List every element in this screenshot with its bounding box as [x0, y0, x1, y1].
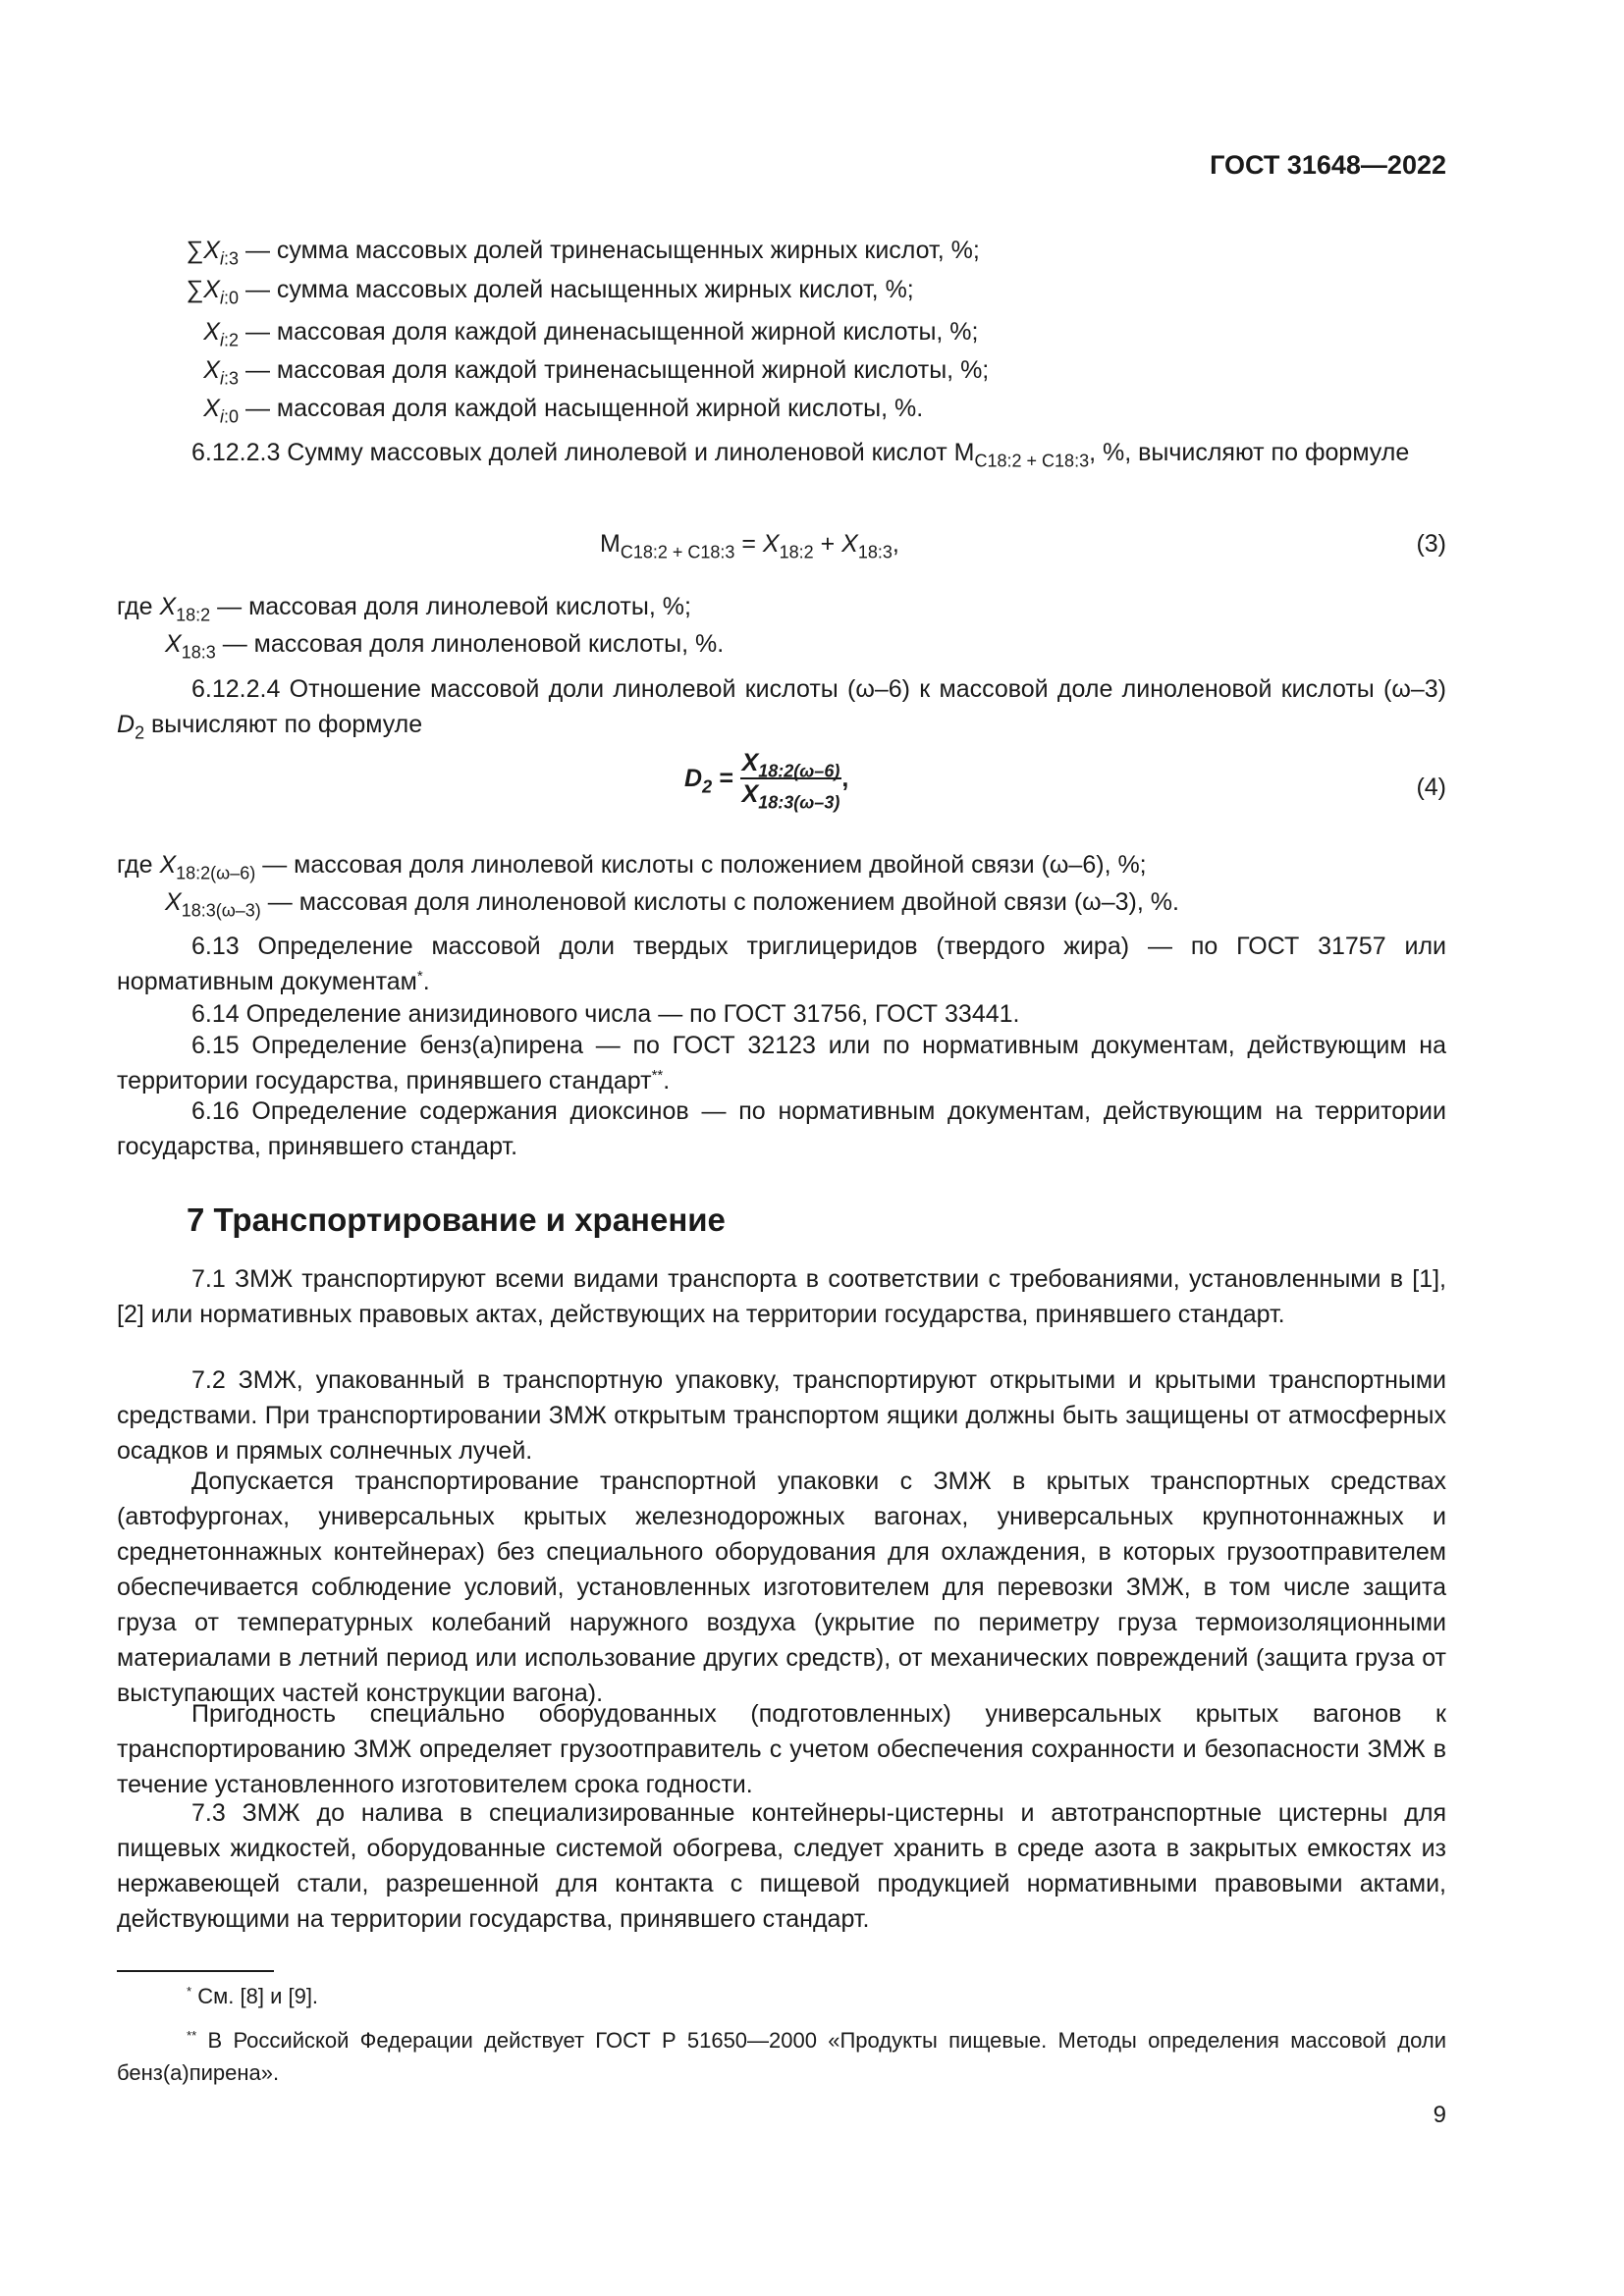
def-text: — массовая доля каждой диненасыщенной жирной кислоты, %; [244, 318, 979, 346]
def-text: — массовая доля каждой насыщенной жирной кислоты, %. [244, 395, 924, 422]
equation-4-body: $D_2$ = $\frac{X_{18:2(\omega-6)}}{X_{18:3(\omega-3)}}$ , [684, 749, 849, 813]
def-x18-3: $X_{18:3}$ — массовая доля линоленовой кислоты, %. [165, 630, 725, 663]
paragraph-6-16: 6.16 Определение содержания диоксинов — по нормативным документам, действующим на территории государства, принявшего стандарт. [117, 1097, 1446, 1160]
fraction: $\frac{X_{18:2(\omega-6)}}{X_{18:3(\omega-3)}}$ [741, 749, 840, 813]
equation-4 [117, 748, 1446, 827]
def-x18-2-w6: где $X_{18:2(\omega-6)}$ — массовая доля линолевой кислоты с положением двойной связи (ω–6), %; [117, 851, 1147, 883]
equation-number: (4) [1416, 774, 1446, 801]
paragraph-6-15: 6.15 Определение бенз(а)пирена — по ГОСТ 32123 или по нормативным документам, действующим на территории государства, принявшего стандарт**. [117, 1032, 1446, 1095]
paragraph-7-2-b: Допускается транспортирование транспортной упаковки с ЗМЖ в крытых транспортных средствах (автофургонах, универсальных крытых железнодорожных вагонах, универсальных крупнотоннажных и среднетоннажных контейнерах) без специального оборудования для охлаждения, в которых грузоотправителем обеспечивается соблюдение условий, установленных изготовителем для перевозки ЗМЖ, в том числе защита груза от температурных колебаний наружного воздуха (укрытие по периметру груза термоизоляционными материалами в летний период или использование других средств), от механических повреждений (защита груза от выступающих частей конструкции вагона). [117, 1468, 1446, 1707]
def-text: — сумма массовых долей триненасыщенных жирных кислот, %; [244, 237, 980, 264]
def-text: — сумма массовых долей насыщенных жирных кислот, %; [244, 276, 914, 303]
paragraph-7-1: 7.1 ЗМЖ транспортируют всеми видами транспорта в соответствии с требованиями, установленными в [1], [2] или нормативных правовых актах, действующих на территории государства, принявшего стандарт. [117, 1265, 1446, 1328]
page-number: 9 [1433, 2102, 1446, 2128]
equation-3-body: $М_{C18:2 + C18:3} = X_{18:2} + X_{18:3}$, [600, 530, 899, 562]
def-xi0: $X_{i:0}$ — массовая доля каждой насыщенной жирной кислоты, %. [203, 395, 924, 427]
paragraph-6-12-2-4: 6.12.2.4 Отношение массовой доли линолевой кислоты (ω–6) к массовой доле линоленовой кислоты (ω–3) $D_2$ вычисляют по формуле [117, 675, 1446, 743]
def-sum-xi3: $\sum X_{i:3}$ — сумма массовых долей триненасыщенных жирных кислот, %; [186, 237, 980, 269]
doc-code-header: ГОСТ 31648—2022 [1210, 150, 1446, 180]
def-xi2: $X_{i:2}$ — массовая доля каждой диненасыщенной жирной кислоты, %; [203, 318, 979, 350]
paragraph-6-12-2-3: 6.12.2.3 Сумму массовых долей линолевой и линоленовой кислот $М_{C18:2 + C18:3}$, %, вычисляют по формуле [191, 439, 1410, 471]
def-sum-xi0: $\sum X_{i:0}$ — сумма массовых долей насыщенных жирных кислот, %; [186, 276, 914, 308]
def-x18-3-w3: $X_{18:3(\omega-3)}$ — массовая доля линоленовой кислоты с положением двойной связи (ω–3), %. [165, 888, 1179, 921]
footnote-separator [117, 1970, 274, 1972]
footnote-2: ** В Российской Федерации действует ГОСТ Р 51650—2000 «Продукты пищевые. Методы определения массовой доли бенз(а)пирена». [117, 2028, 1446, 2085]
equation-number: (3) [1416, 530, 1446, 558]
paragraph-7-2-c: Пригодность специально оборудованных (подготовленных) универсальных крытых вагонов к транспортированию ЗМЖ определяет грузоотправитель с учетом обеспечения сохранности и безопасности ЗМЖ в течение установленного изготовителем срока годности. [117, 1700, 1446, 1798]
paragraph-7-3: 7.3 ЗМЖ до налива в специализированные контейнеры-цистерны и автотранспортные цистерны для пищевых жидкостей, оборудованные системой обогрева, следует хранить в среде азота в закрытых емкостях из нержавеющей стали, разрешенной для контакта с пищевой продукцией нормативными правовыми актами, действующими на территории государства, принявшего стандарт. [117, 1799, 1446, 1933]
section-heading-7: 7 Транспортирование и хранение [187, 1201, 726, 1238]
paragraph-6-13: 6.13 Определение массовой доли твердых триглицеридов (твердого жира) — по ГОСТ 31757 или нормативным документам*. [117, 933, 1446, 995]
footnote-1: * См. [8] и [9]. [187, 1984, 319, 2008]
paragraph-6-14: 6.14 Определение анизидинового числа — по ГОСТ 31756, ГОСТ 33441. [191, 1000, 1020, 1028]
paragraph-7-2: 7.2 ЗМЖ, упакованный в транспортную упаковку, транспортируют открытыми и крытыми транспортными средствами. При транспортировании ЗМЖ открытым транспортом ящики должны быть защищены от атмосферных осадков и прямых солнечных лучей. [117, 1366, 1446, 1465]
def-x18-2: где $X_{18:2}$ — массовая доля линолевой кислоты, %; [117, 593, 691, 625]
def-text: — массовая доля каждой триненасыщенной жирной кислоты, %; [244, 356, 990, 384]
def-xi3: $X_{i:3}$ — массовая доля каждой триненасыщенной жирной кислоты, %; [203, 356, 990, 389]
